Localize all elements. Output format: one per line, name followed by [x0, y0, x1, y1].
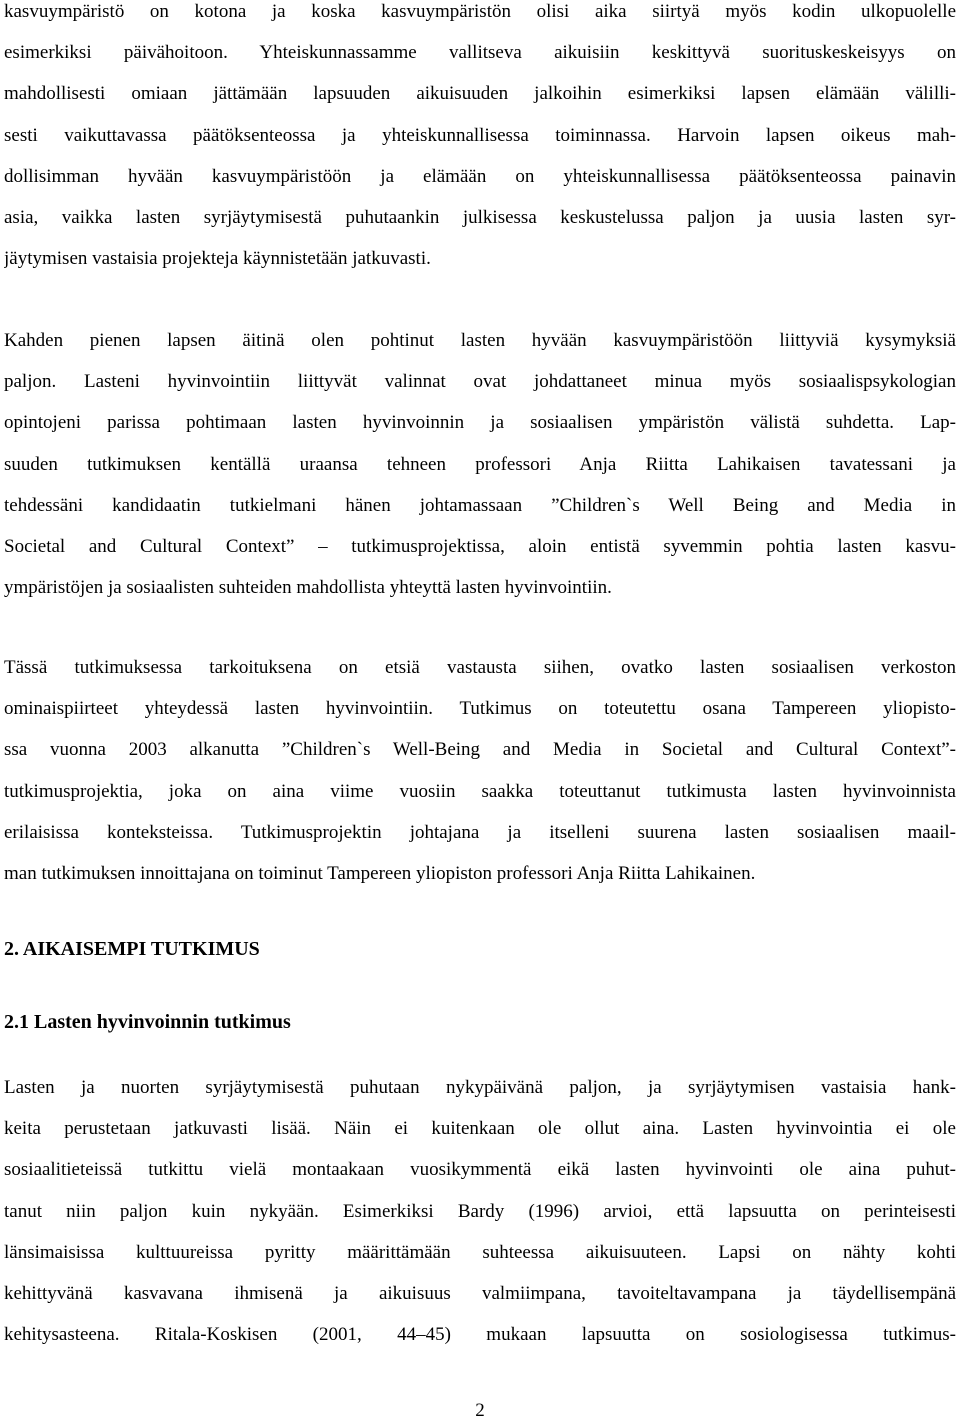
text-line: ssa vuonna 2003 alkanutta ”Children`s Well-Being and Media in Societal and Cultural Context”- — [4, 739, 956, 761]
paragraph-3 — [4, 647, 956, 894]
text-line: Tässä tutkimuksessa tarkoituksena on etsiä vastausta siihen, ovatko lasten sosiaalisen verkoston — [4, 657, 956, 678]
text-line: tanut niin paljon kuin nykyään. Esimerkiksi Bardy (1996) arvioi, että lapsuutta on perinteisesti — [4, 1200, 956, 1222]
text-line: suuden tutkimuksen kentällä uraansa tehneen professori Anja Riitta Lahikaisen tavatessani ja — [4, 453, 956, 475]
document-page — [4, 0, 956, 1425]
text-line: kehittyvänä kasvavana ihmisenä ja aikuisuus valmiimpana, tavoiteltavampana ja täydellisempänä — [4, 1282, 956, 1304]
text-line: länsimaisissa kulttuureissa pyritty määrittämään suhteessa aikuisuuteen. Lapsi on nähty kohti — [4, 1241, 956, 1263]
text-line: keita perustetaan jatkuvasti lisää. Näin ei kuitenkaan ole ollut aina. Lasten hyvinvointia ei ole — [4, 1118, 956, 1140]
chapter-heading: 2. AIKAISEMPI TUTKIMUS — [4, 938, 260, 960]
text-line: jäytymisen vastaisia projekteja käynnistetään jatkuvasti. — [4, 248, 431, 270]
text-line: paljon. Lasteni hyvinvointiin liittyvät valinnat ovat johdattaneet minua myös sosiaalispsykologian — [4, 371, 956, 393]
paragraph-4 — [4, 1067, 956, 1355]
text-line: tutkimusprojektia, joka on aina viime vuosiin saakka toteuttanut tutkimusta lasten hyvinvoinnista — [4, 780, 956, 802]
paragraph-2 — [4, 320, 956, 608]
text-line: sosiaalitieteissä tutkittu vielä montaakaan vuosikymmentä eikä lasten hyvinvointi ole aina puhut- — [4, 1159, 956, 1181]
page-number: 2 — [475, 1400, 485, 1421]
text-line: Societal and Cultural Context” – tutkimusprojektissa, aloin entistä syvemmin pohtia lasten kasvu- — [4, 535, 956, 557]
text-line: ympäristöjen ja sosiaalisten suhteiden mahdollista yhteyttä lasten hyvinvointiin. — [4, 577, 612, 599]
text-line: erilaisissa konteksteissa. Tutkimusprojektin johtajana ja itselleni suurena lasten sosiaalisen maail- — [4, 821, 956, 843]
text-line: kehitysasteena. Ritala-Koskisen (2001, 44–45) mukaan lapsuutta on sosiologisessa tutkimus- — [4, 1324, 956, 1346]
text-line: sesti vaikuttavassa päätöksenteossa ja yhteiskunnallisessa toiminnassa. Harvoin lapsen oikeus mah- — [4, 124, 956, 146]
text-line: kasvuympäristö on kotona ja koska kasvuympäristön olisi aika siirtyä myös kodin ulkopuolelle — [4, 1, 956, 22]
text-line: Kahden pienen lapsen äitinä olen pohtinut lasten hyvään kasvuympäristöön liittyviä kysymyksiä — [4, 330, 956, 351]
text-line: Lasten ja nuorten syrjäytymisestä puhutaan nykypäivänä paljon, ja syrjäytymisen vastaisia hank- — [4, 1077, 956, 1098]
text-line: esimerkiksi päivähoitoon. Yhteiskunnassamme vallitseva aikuisiin keskittyvä suorituskeskeisyys on — [4, 42, 956, 64]
text-line: mahdollisesti omiaan jättämään lapsuuden aikuisuuden jalkoihin esimerkiksi lapsen elämään välilli- — [4, 83, 956, 105]
text-line: man tutkimuksen innoittajana on toiminut Tampereen yliopiston professori Anja Riitta Lahikainen. — [4, 862, 756, 884]
text-line: opintojeni parissa pohtimaan lasten hyvinvoinnin ja sosiaalisen ympäristön välistä suhdetta. Lap- — [4, 412, 956, 434]
text-line: asia, vaikka lasten syrjäytymisestä puhutaankin julkisessa keskustelussa paljon ja uusia lasten syr- — [4, 206, 956, 228]
text-line: tehdessäni kandidaatin tutkielmani hänen johtamassaan ”Children`s Well Being and Media in — [4, 494, 956, 516]
paragraph-1 — [4, 0, 956, 279]
text-line: ominaispiirteet yhteydessä lasten hyvinvointiin. Tutkimus on toteutettu osana Tampereen yliopisto- — [4, 698, 956, 720]
text-line: dollisimman hyvään kasvuympäristöön ja elämään on yhteiskunnallisessa päätöksenteossa painavin — [4, 165, 956, 187]
section-heading: 2.1 Lasten hyvinvoinnin tutkimus — [4, 1011, 291, 1033]
